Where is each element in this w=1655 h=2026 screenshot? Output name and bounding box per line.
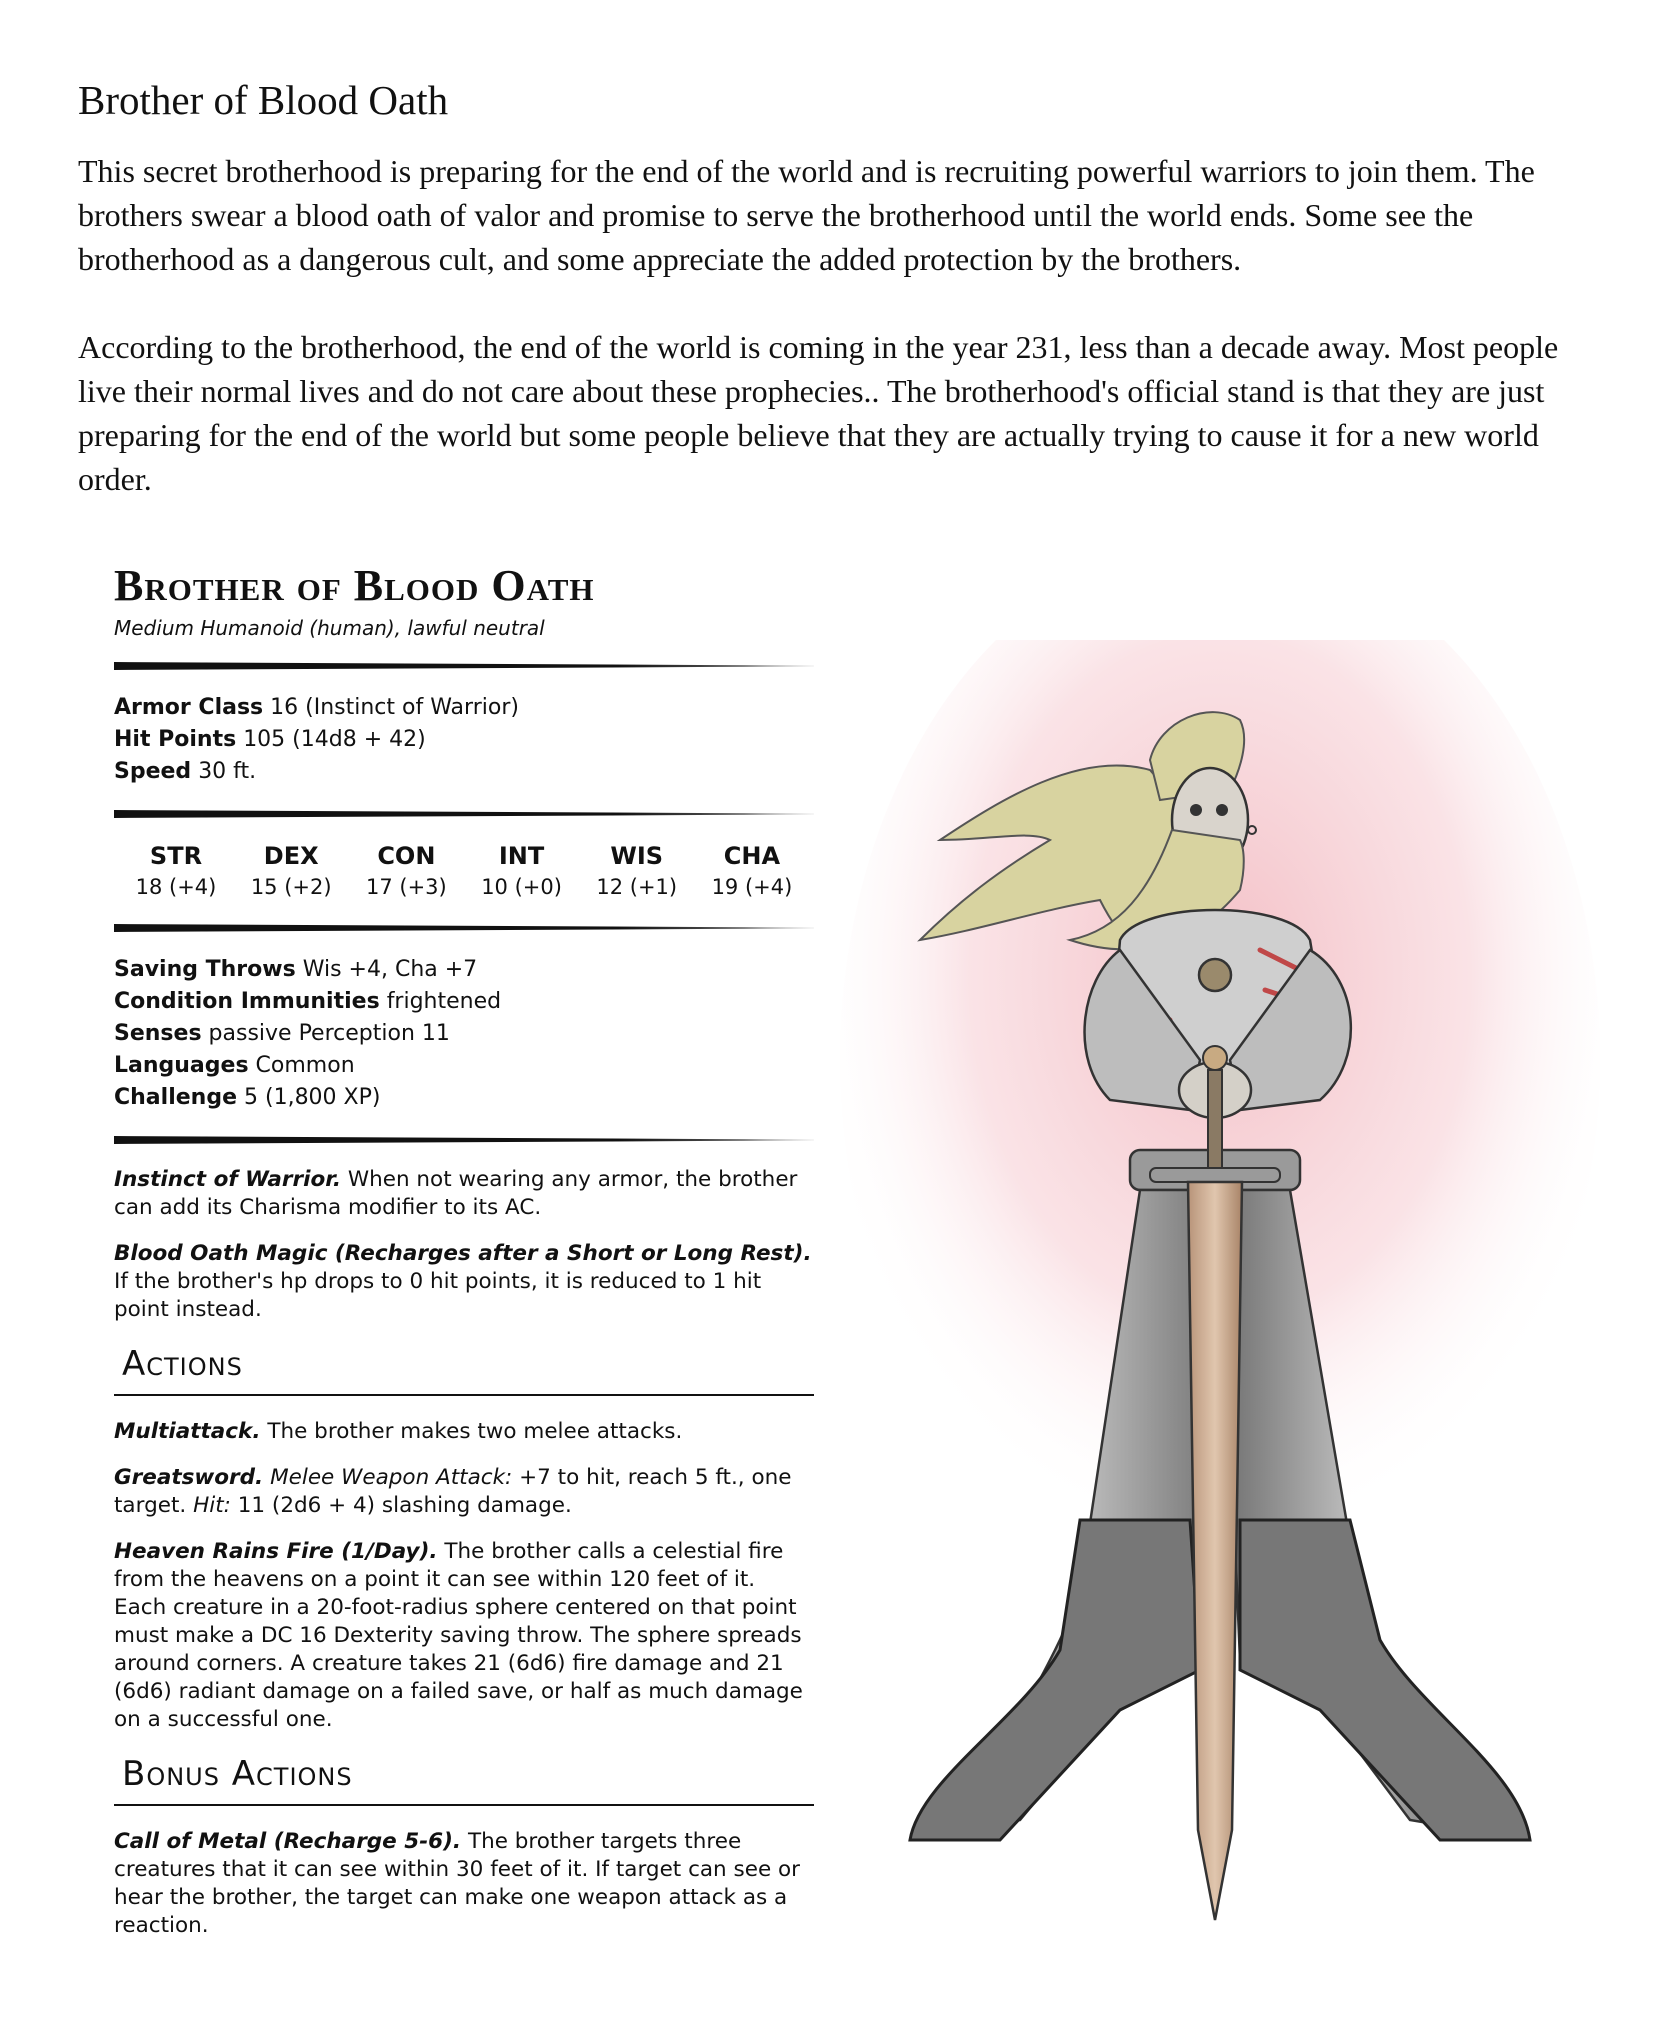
hit-text: 11 (2d6 + 4) slashing damage. [237,1493,572,1518]
senses [114,1018,814,1050]
bonus-actions-heading: Bonus Actions [122,1754,353,1794]
trait-text: If the brother's hp drops to 0 hit points, it is reduced to 1 hit point instead. [114,1269,762,1322]
condition-immunities-value: frightened [386,989,502,1014]
action-heaven-rains-fire [114,1538,814,1734]
amulet [1199,959,1231,991]
left-boot [910,1520,1200,1840]
intro-section [78,76,1598,545]
stat-block [114,561,814,1958]
sword-pommel [1203,1046,1227,1070]
action-text: The brother targets three creatures that it can see within 30 feet of it. If target can see or hear the brother, the target can make one weapon attack as a reaction. [114,1829,801,1938]
action-text: The brother calls a celestial fire from the heavens on a point it can see within 120 feet of it. Each creature in a 20-foot-radius sphere centered on that point must make a DC 16 Dexterity saving throw. The sphere spreads around corners. A creature takes 21 (6d6) fire damage and 21 (6d6) radiant damage on a failed save, or half as much damage on a successful one. [114,1539,803,1732]
warrior-illustration [820,640,1620,1960]
hit-points-value: 105 (14d8 + 42) [243,727,426,752]
action-name: Greatsword. [114,1465,264,1490]
senses-label: Senses [114,1021,202,1046]
ability-name: WIS [610,842,664,870]
ability-name: INT [498,842,545,870]
action-multiattack [114,1418,814,1446]
trait-instinct-of-warrior [114,1166,814,1222]
divider [114,810,814,818]
ability-name: CHA [723,842,781,870]
statblock-type: Medium Humanoid (human), lawful neutral [114,616,545,640]
trait-name: Instinct of Warrior. [114,1167,341,1192]
ability-cha [702,840,802,902]
ability-dex [241,840,341,902]
ability-name: CON [377,842,436,870]
ability-int [472,840,572,902]
action-text: The brother makes two melee attacks. [267,1419,683,1444]
right-boot [1240,1520,1530,1840]
speed-label: Speed [114,759,192,784]
right-eye [1216,804,1228,816]
trait-text: When not wearing any armor, the brother can add its Charisma modifier to its AC. [114,1167,798,1220]
ability-value: 10 (+0) [481,875,562,899]
bonus-actions-rule [114,1804,814,1806]
hit-points [114,724,814,756]
challenge-value: 5 (1,800 XP) [244,1085,381,1110]
senses-value: passive Perception 11 [208,1021,450,1046]
intro-paragraph-2: According to the brotherhood, the end of the world is coming in the year 231, less than a decade away. Most people live their normal lives and do not care about these prophecies.. The brotherhood's official stand is that they are just preparing for the end of the world but some people believe that they are actually trying to cause it for a new world order. [78,329,1559,498]
intro-title: Brother of Blood Oath [78,77,449,123]
action-name: Multiattack. [114,1419,261,1444]
languages-value: Common [255,1053,355,1078]
divider [114,662,814,670]
ability-wis [587,840,687,902]
armor-class-value: 16 (Instinct of Warrior) [270,695,519,720]
ability-con [356,840,456,902]
bonus-action-call-of-metal [114,1828,814,1940]
trait-blood-oath-magic [114,1240,814,1324]
armor-class-label: Armor Class [114,695,264,720]
divider [114,924,814,932]
actions-heading: Actions [122,1344,243,1384]
ability-value: 15 (+2) [250,875,332,899]
ability-str [126,840,226,902]
divider [114,1136,814,1144]
speed-value: 30 ft. [198,759,257,784]
statblock-name: Brother of Blood Oath [114,561,595,610]
hit-label: Hit: [193,1493,231,1518]
speed [114,756,814,788]
challenge-label: Challenge [114,1085,237,1110]
ability-value: 17 (+3) [366,875,447,899]
action-name: Call of Metal (Recharge 5-6). [114,1829,462,1854]
saving-throws [114,954,814,986]
left-eye [1190,804,1202,816]
sword-crossguard [1150,1168,1280,1182]
sword-grip [1208,1070,1222,1170]
action-greatsword [114,1464,814,1520]
ability-scores [126,840,802,902]
ability-value: 12 (+1) [596,875,678,899]
attack-text: +7 to hit, reach 5 ft., one target. [114,1465,792,1518]
hit-points-label: Hit Points [114,727,237,752]
challenge [114,1082,814,1114]
languages-label: Languages [114,1053,249,1078]
armor-class [114,692,814,724]
saving-throws-value: Wis +4, Cha +7 [302,957,478,982]
action-name: Heaven Rains Fire (1/Day). [114,1539,438,1564]
actions-rule [114,1394,814,1396]
ability-name: DEX [263,842,319,870]
trait-name: Blood Oath Magic (Recharges after a Short or Long Rest). [114,1241,812,1266]
saving-throws-label: Saving Throws [114,957,296,982]
intro-paragraph-1: This secret brotherhood is preparing for the end of the world and is recruiting powerful warriors to join them. The brothers swear a blood oath of valor and promise to serve the brotherhood until the world ends. Some see the brotherhood as a dangerous cult, and some appreciate the added protection by the brothers. [78,153,1535,278]
attack-type: Melee Weapon Attack: [270,1465,513,1490]
ability-name: STR [149,842,203,870]
sword-blade [1188,1182,1242,1920]
condition-immunities [114,986,814,1018]
languages [114,1050,814,1082]
condition-immunities-label: Condition Immunities [114,989,380,1014]
ability-value: 19 (+4) [711,875,793,899]
ability-value: 18 (+4) [135,875,217,899]
